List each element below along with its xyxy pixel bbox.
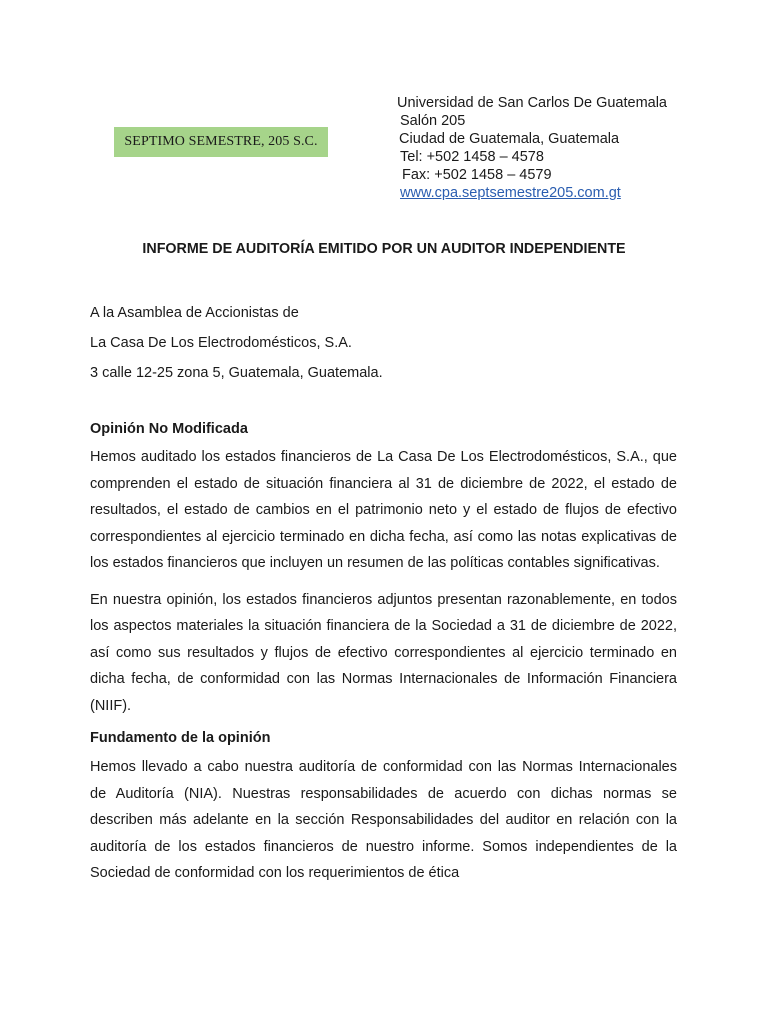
address-city: Ciudad de Guatemala, Guatemala <box>399 131 620 147</box>
report-title: INFORME DE AUDITORÍA EMITIDO POR UN AUDITOR INDEPENDIENTE <box>142 241 626 257</box>
firm-name: SEPTIMO SEMESTRE, 205 S.C. <box>124 134 318 149</box>
recipient-block <box>90 298 383 388</box>
firm-name-box <box>114 127 328 157</box>
address-room: Salón 205 <box>400 113 466 129</box>
recipient-line-1: A la Asamblea de Accionistas de <box>90 305 299 321</box>
address-tel: Tel: +502 1458 – 4578 <box>400 149 544 165</box>
recipient-line-3: 3 calle 12-25 zona 5, Guatemala, Guatemala. <box>90 365 383 381</box>
opinion-paragraph-1: Hemos auditado los estados financieros de La Casa De Los Electrodomésticos, S.A., que comprenden el estado de situación financiera al 31 de diciembre de 2022, el estado de resultados, el estado de cambios en el patrimonio neto y el estado de flujos de efectivo correspondientes al ejercicio terminado en dicha fecha, así como las notas explicativas de los estados financieros que incluyen un resumen de las políticas contables significativas. <box>90 449 677 571</box>
address-university: Universidad de San Carlos De Guatemala <box>397 95 667 111</box>
opinion-paragraph-2: En nuestra opinión, los estados financieros adjuntos presentan razonablemente, en todos los aspectos materiales la situación financiera de la Sociedad a 31 de diciembre de 2022, así como sus resultados y flujos de efectivo correspondientes al ejercicio terminado en dicha fecha, de conformidad con las Normas Internacionales de Información Financiera (NIIF). <box>90 591 677 714</box>
address-website-link[interactable]: www.cpa.septsemestre205.com.gt <box>400 185 621 201</box>
address-fax: Fax: +502 1458 – 4579 <box>402 167 552 183</box>
section-heading-opinion: Opinión No Modificada <box>90 421 248 437</box>
basis-paragraph-1: Hemos llevado a cabo nuestra auditoría de conformidad con las Normas Internacionales de Auditoría (NIA). Nuestras responsabilidades de acuerdo con dichas normas se describen más adelante en la sección Responsabilidades del auditor en relación con la auditoría de los estados financieros de nuestro informe. Somos independientes de la Sociedad de conformidad con los requerimientos de ética <box>90 759 677 881</box>
firm-address-block <box>397 94 667 202</box>
recipient-line-2: La Casa De Los Electrodomésticos, S.A. <box>90 335 352 351</box>
report-body <box>90 416 677 897</box>
section-heading-basis: Fundamento de la opinión <box>90 730 271 746</box>
